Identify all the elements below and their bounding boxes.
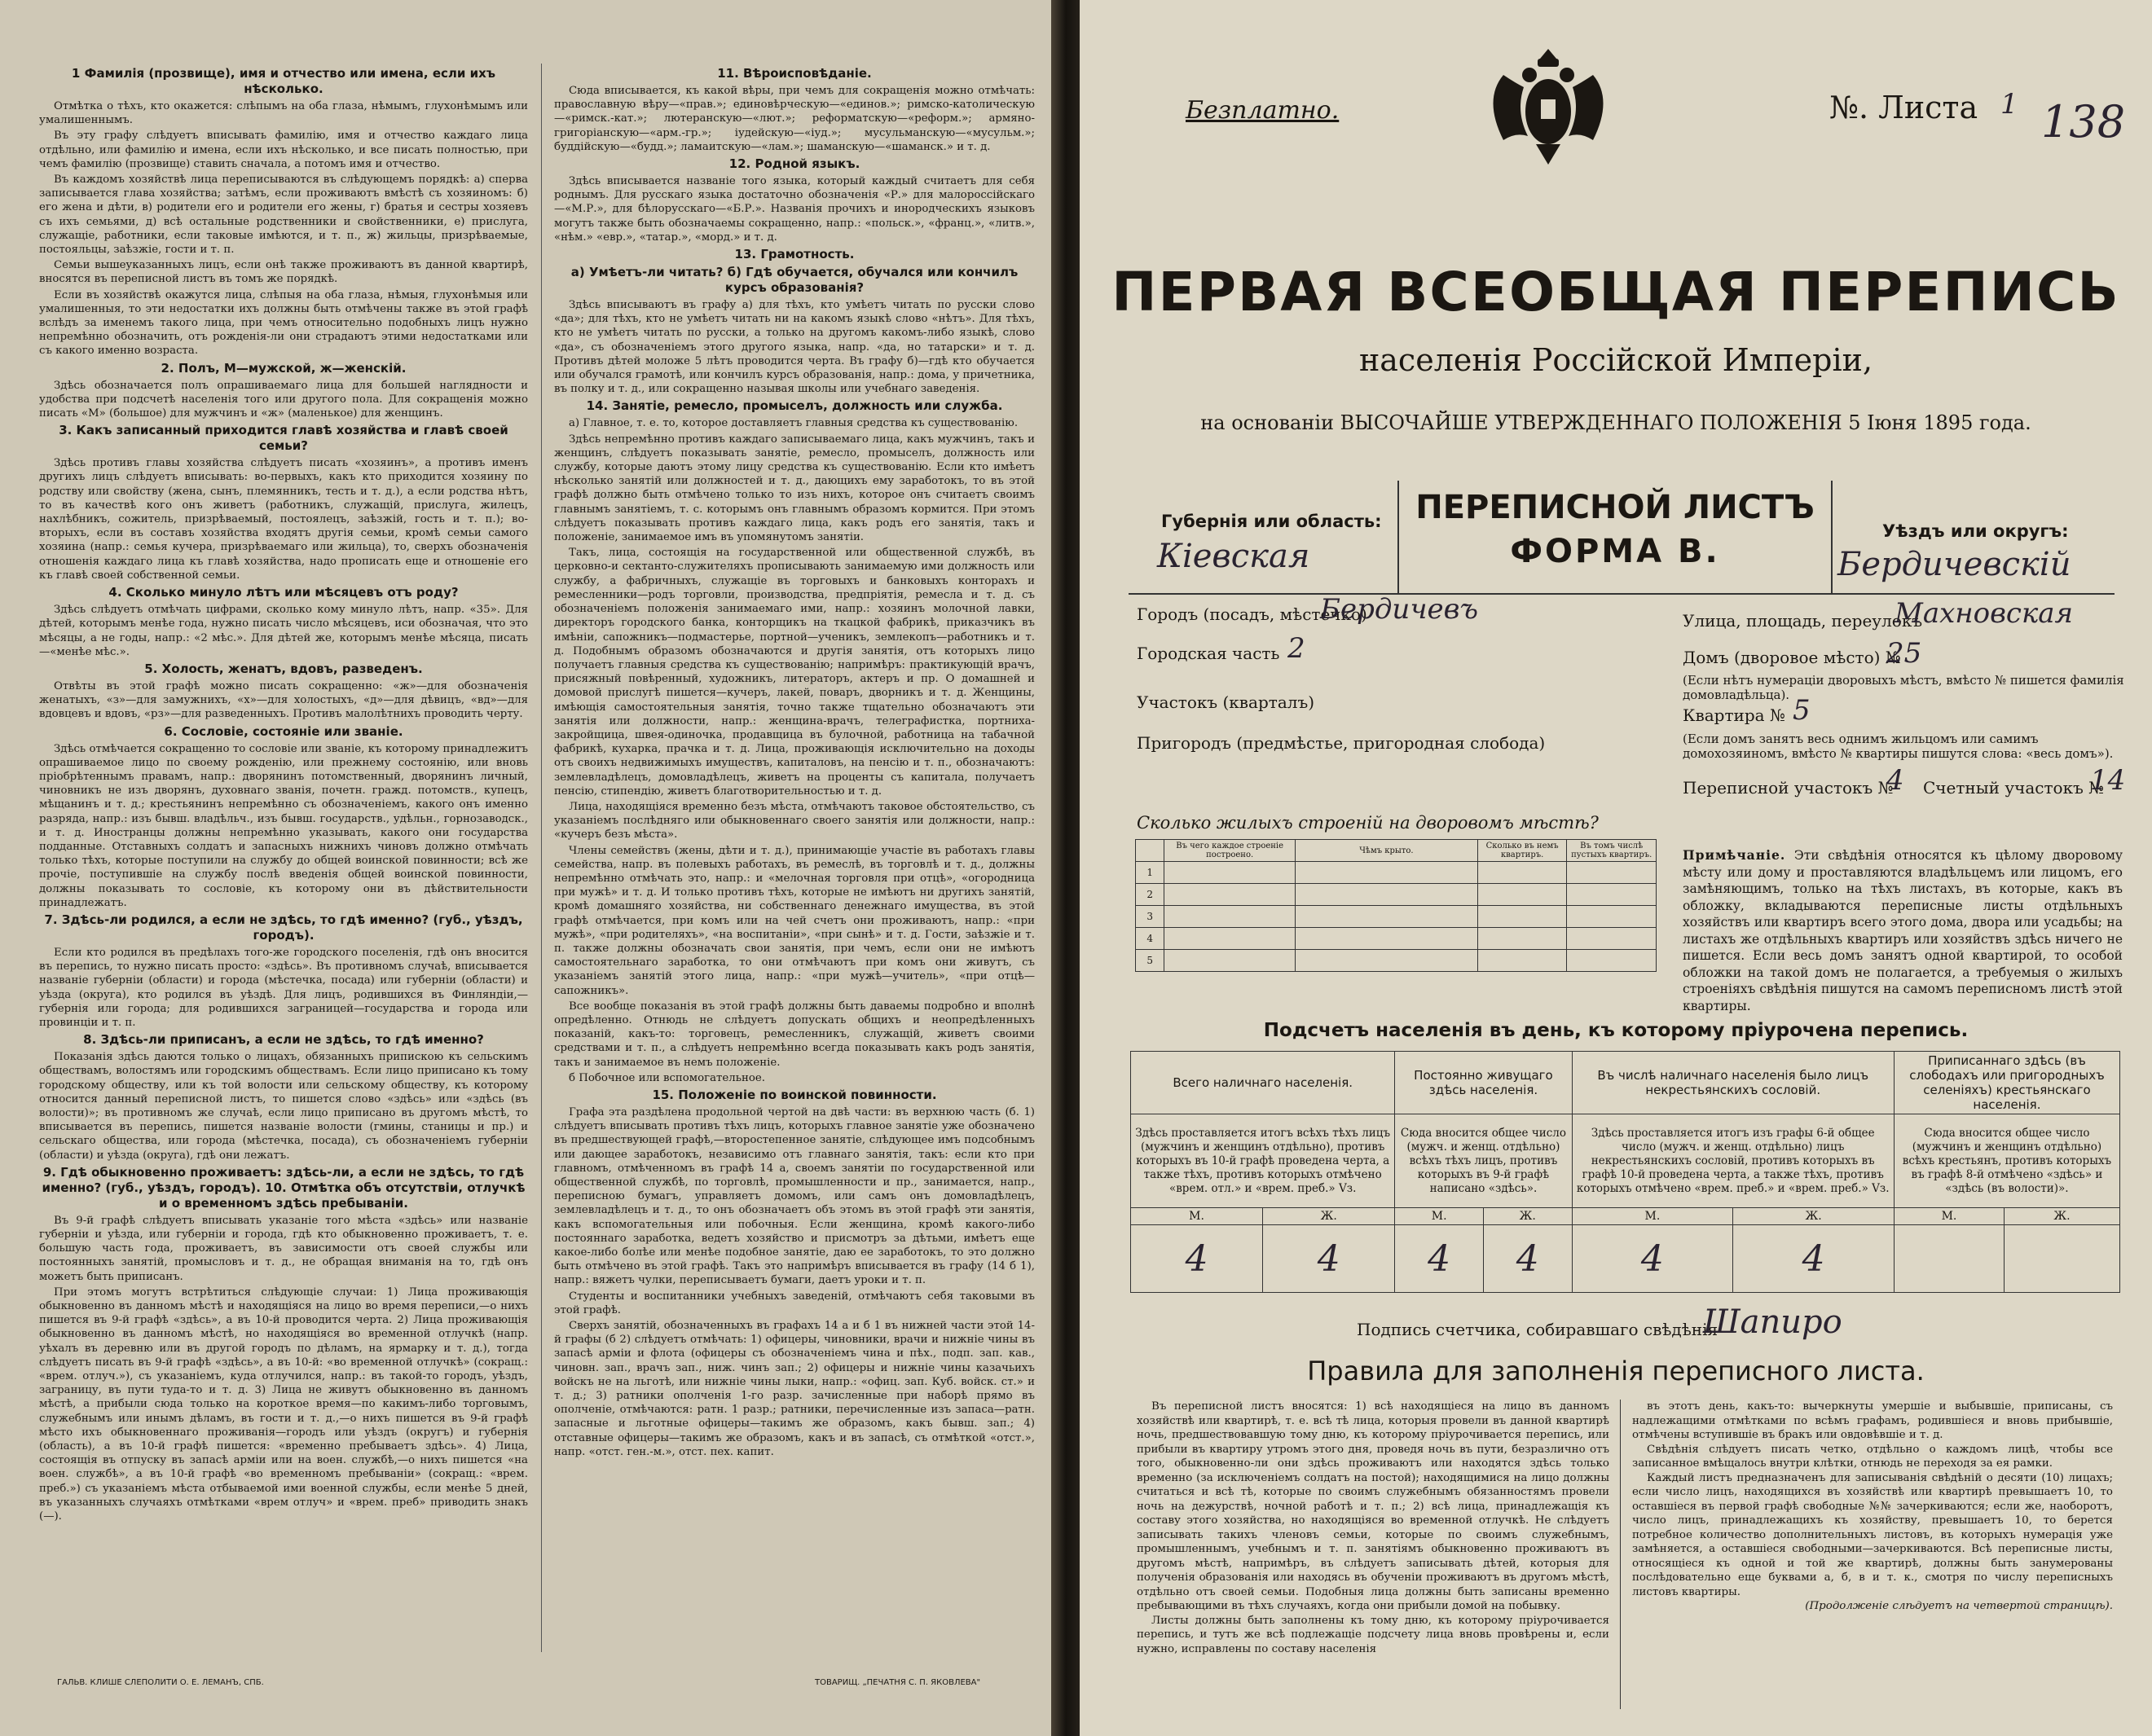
instruction-paragraph: При этомъ могутъ встрѣтиться слѣдующіе случаи: 1) Лица проживающія обыкновенно въ данномъ мѣстѣ и находящіяся на лицо во время переписи,—о нихъ пишется въ 9-й графѣ «здѣсь», а въ 10-й проводится черта. 2) Лица проживающія обыкновенно въ данномъ мѣстѣ, но находящіяся во временной отлучкѣ (напр. уѣхалъ въ деревню или въ другой городъ по дѣламъ, на ярмарку и т. д.), тогда слѣдуетъ писать въ 9-й графѣ «здѣсь», а въ 10-й: «во временной отлучкѣ» (сокращ.: «врем. отлуч.»), съ указаніемъ, куда отлучился, напр.: въ такой-то городъ, уѣздъ, заграницу, въ пути туда-то и т. д. 3) Лица не живутъ обыкновенно въ данномъ мѣстѣ, а прибыли сюда только на короткое время—по какимъ-либо торговымъ, служебнымъ или инымъ дѣламъ, въ гости и т. д.,—о нихъ пишется въ 9-й графѣ мѣсто ихъ обыкновеннаго проживанія—городъ или уѣздъ (округъ) и губернія (область), а въ 10-й графѣ пишется: «временно пребываетъ здѣсь». 4) Лица, состоящія въ отпуску въ запасѣ арміи или на воен. службѣ,—о нихъ пишется «на воен. службѣ», а въ 10-й графѣ «во временномъ пребываніи» (сокращ.: «врем. преб.») съ указаніемъ мѣста отбываемой ими военной службы, если менѣе 5 дней, въ указанныхъ случаяхъ отмѣтками «врем отлуч» и «врем. преб» приводить знакъ (—). xyxy=(39,1286,528,1523)
section-heading: 2. Полъ, М—мужской, ж—женскій. xyxy=(161,360,407,376)
table-row xyxy=(1136,862,1657,884)
section-heading: 12. Родной языкъ. xyxy=(728,156,860,172)
table-cell xyxy=(1567,862,1657,884)
female-count: 4 xyxy=(1733,1225,1895,1293)
table-cell xyxy=(1164,906,1296,928)
table-row xyxy=(1131,1208,2120,1225)
table-row xyxy=(1131,1225,2120,1293)
city-part-value: 2 xyxy=(1287,632,1305,665)
instruction-paragraph: Отмѣтка о тѣхъ, кто окажется: слѣпымъ на оба глаза, нѣмымъ, глухонѣмымъ или умалишеннымъ. xyxy=(39,100,528,127)
district-value: Бердичевскій xyxy=(1837,546,2071,583)
instruction-paragraph: Если кто родился въ предѣлахъ того-же городского поселенія, гдѣ онъ вносится въ перепись, то нужно писать просто: «здѣсь». Въ противномъ случаѣ, вписывается названіе губерніи (области) и города (мѣстечка, посада) или губерніи (области) и уѣзда (округа), кто родился въ уѣздѣ. Для лицъ, родившихся въ Финляндіи,—губернія или города; для родившихся заграницей—государства и города или провинціи и т. п. xyxy=(39,946,528,1029)
buildings-column-header: Въ томъ числѣ пустыхъ квартиръ. xyxy=(1567,840,1657,862)
instruction-paragraph: Здѣсь непремѣнно противъ каждаго записываемаго лица, какъ мужчинъ, такъ и женщинъ, слѣдуетъ показывать занятіе, ремесло, промыселъ, должность или службу, которые даютъ этому лицу средства къ существованію. Если кто имѣетъ нѣсколько занятій или должностей и т. д., дающихъ ему заработокъ, то въ этой графѣ должно быть отмѣчено только то изъ нихъ, которое онъ считаетъ своимъ главнымъ занятіемъ, т. с. которымъ онъ главнымъ образомъ кормится. При этомъ слѣдуетъ показывать противъ каждаго лица, какъ родъ его занятія, такъ и положеніе, занимаемое имъ въ упомянутомъ занятіи. xyxy=(554,433,1035,544)
table-cell xyxy=(1477,906,1567,928)
row-number: 2 xyxy=(1136,884,1164,906)
male-count: 4 xyxy=(1572,1225,1733,1293)
header-rule xyxy=(1129,593,2115,595)
instruction-paragraph: Графа эта раздѣлена продольной чертой на двѣ части: въ верхнюю часть (б. 1) слѣдуетъ вписывать противъ тѣхъ лицъ, которыхъ главное занятіе уже обозначено въ предшествующей графѣ,—второстепенное занятіе, слѣдующее имъ подсобнымъ или дающее заработокъ, независимо отъ главнаго занятія, такъ: если кто при главномъ, отмѣченномъ въ графѣ 14 а, своемъ занятіи по государственной или общественной службѣ, по торговлѣ, промышленности и пр., занимается, напр., переписною бумагъ, управляетъ домомъ, или самъ онъ домовладѣлецъ, землевладѣлецъ и т. д., то онъ обозначаетъ объ этомъ въ этой графѣ эти занятія, какъ вспомогательныя или побочныя. Если женщина, кромѣ какого-либо постояннаго заработка, ведетъ хозяйство и присмотръ за дѣтьми, имѣетъ еще какое-либо болѣе или менѣе подобное занятіе, даю ее заработокъ, то это должно быть отмѣчено въ этой графѣ. Такъ это напримѣръ вписывается въ графу (14 б 1), напр.: вяжетъ чулки, переписываетъ бумаги, даетъ уроки и т. п. xyxy=(554,1106,1035,1287)
instruction-paragraph: Въ эту графу слѣдуетъ вписывать фамилію, имя и отчество каждаго лица отдѣльно, или фамилію и имена, если ихъ нѣсколько, и все писать полностью, при чемъ фамилію (прозвище) ставить сначала, а потомъ имя и отчество. xyxy=(39,130,528,170)
section-heading: 3. Какъ записанный приходится главѣ хозяйства и главѣ своей семьи? xyxy=(59,423,508,454)
page-gutter xyxy=(1051,0,1084,1736)
tally-column-description: Сюда вносится общее число (мужч. и женщ. отдѣльно) всѣхъ тѣхъ лицъ, противъ которыхъ въ 9-й графѣ написано «здѣсь». xyxy=(1395,1114,1572,1208)
table-cell xyxy=(1164,950,1296,972)
instruction-paragraph: Семьи вышеуказанныхъ лицъ, если онѣ также проживаютъ въ данной квартирѣ, вносятся въ переписной листъ въ томъ же порядкѣ. xyxy=(39,259,528,286)
table-cell xyxy=(1567,950,1657,972)
section-heading: 11. Вѣроисповѣданіе. xyxy=(717,66,872,81)
female-label: Ж. xyxy=(2005,1208,2120,1225)
instruction-paragraph: Здѣсь противъ главы хозяйства слѣдуетъ писать «хозяинъ», а противъ именъ другихъ лицъ слѣдуетъ вписывать: во-первыхъ, какъ кто приходится хозяину по родству или свойству (жена, сынъ, племянникъ, тесть и т. д.), а если родства нѣтъ, то въ качествѣ кого онъ живетъ (работникъ, служащій, прислуга, жилецъ, нахлѣбникъ, сожитель, призрѣваемый, постоялецъ, заѣзжій, гость и т. п.); во-вторыхъ, если въ составъ хозяйства входятъ другія семьи, кромѣ семьи самого хозяина (напр.: семья кучера, призрѣваемаго или жильца), то, сверхъ обозначенія отношенія каждаго лица къ главѣ хозяйства, надо прописать еще и отношеніе его къ главѣ своей собственной семьи. xyxy=(39,457,528,582)
sheet-number-label: №. Листа xyxy=(1829,90,1978,125)
section-heading: 1 Фамилія (прозвище), имя и отчество или имена, если ихъ нѣсколько. xyxy=(71,66,496,96)
section-heading: 7. Здѣсь-ли родился, а если не здѣсь, то гдѣ именно? (губ., уѣздъ, городъ). xyxy=(44,912,523,943)
instruction-paragraph: Здѣсь вписывается названіе того языка, который каждый считаетъ для себя роднымъ. Для русскаго языка достаточно обозначенія «Р.» для малороссійскаго—«М.Р.», для бѣлорусскаго—«Б.Р.». Названія прочихъ и инородческихъ языковъ могутъ также быть обозначаемы сокращенно, напр.: «польск.», «франц.», «литв.», «нѣм.» «евр.», «татар.», «морд.» и т. д. xyxy=(554,175,1035,244)
instruction-paragraph: б Побочное или вспомогательное. xyxy=(569,1071,765,1084)
table-cell xyxy=(1295,950,1477,972)
male-label: М. xyxy=(1572,1208,1733,1225)
male-count xyxy=(1894,1225,2004,1293)
table-row xyxy=(1136,906,1657,928)
census-subtitle: населенія Россійской Имперіи, xyxy=(1358,342,1873,378)
table-cell xyxy=(1164,884,1296,906)
row-number-header xyxy=(1136,840,1164,862)
street-label: Улица, площадь, переулокъ xyxy=(1683,611,1923,631)
rules-title: Правила для заполненія переписного листа. xyxy=(1307,1356,1925,1387)
male-count: 4 xyxy=(1395,1225,1484,1293)
city-part-label: Городская часть xyxy=(1137,644,1280,663)
right-page xyxy=(1080,0,2152,1736)
table-cell xyxy=(1477,884,1567,906)
tally-column-header: Въ числѣ наличнаго населенія было лицъ некрестьянскихъ сословій. xyxy=(1572,1052,1894,1114)
census-title: ПЕРВАЯ ВСЕОБЩАЯ ПЕРЕПИСЬ xyxy=(1111,261,2120,323)
instruction-paragraph: а) Главное, т. е. то, которое доставляетъ главныя средства къ существованію. xyxy=(569,417,1019,430)
city-label: Городъ (посадъ, мѣстечко) xyxy=(1137,604,1367,624)
section-heading: 8. Здѣсь-ли приписанъ, а если не здѣсь, то гдѣ именно? xyxy=(83,1032,484,1048)
section-heading: 6. Сословіе, состояніе или званіе. xyxy=(164,723,403,739)
table-row xyxy=(1131,1052,2120,1114)
note-title: Примѣчаніе. xyxy=(1683,847,1786,863)
section-heading: 15. Положеніе по воинской повинности. xyxy=(652,1088,937,1102)
table-cell xyxy=(1567,928,1657,950)
row-number: 4 xyxy=(1136,928,1164,950)
table-cell xyxy=(1295,862,1477,884)
instruction-paragraph: Сюда вписывается, къ какой вѣры, при чемъ для сокращенія можно отмѣчать: православную вѣру—«прав.»; единовѣрческую—«единов.»; римско-католическую—«римск.-кат.»; лютеранскую—«лют.»; реформатскую—«реформ.»; армяно-григоріанскую—«арм.-гр.»; іудейскую—«іуд.»; мусульманскую—«мусульм.»; буддійскую—«будд.»; ламаитскую—«лам.»; шаманскую—«шаманск.» и т. д. xyxy=(554,85,1035,153)
free-label: Безплатно. xyxy=(1186,96,1340,125)
male-label: М. xyxy=(1131,1208,1263,1225)
instruction-paragraph: Въ 9-й графѣ слѣдуетъ вписывать указаніе того мѣста «здѣсь» или названіе губерніи и уѣзда, или губерніи и города, гдѣ кто обыкновенно проживаетъ, т. е. большую часть года, проживаетъ, въ зависимости отъ своей службы или постоянныхъ занятій, промысловъ и т. д., не обращая вниманія на то, гдѣ онъ можетъ быть приписанъ. xyxy=(39,1214,528,1283)
apartment-value: 5 xyxy=(1793,694,1811,727)
plot-label: Участокъ (кварталъ) xyxy=(1137,692,1314,712)
apartment-note: (Если домъ занятъ весь однимъ жильцомъ или самимъ домохозяиномъ, вмѣсто № квартиры пишутся слова: «весь домъ»). xyxy=(1683,732,2114,761)
instruction-paragraph: Здѣсь слѣдуетъ отмѣчать цифрами, сколько кому минуло лѣтъ, напр. «35». Для дѣтей, которымъ менѣе года, нужно писать число мѣсяцевъ, иси обозначая, что это мѣсяцы, а не годы, напр.: «2 мѣс.». Для дѣтей же, которымъ менѣе мѣсяца, писать—«менѣе мѣс.». xyxy=(39,604,528,658)
count-plot-value: 14 xyxy=(2090,764,2126,797)
province-label: Губернія или область: xyxy=(1161,512,1382,531)
table-cell xyxy=(1477,928,1567,950)
buildings-heading: Сколько жилыхъ строеній на дворовомъ мѣстѣ? xyxy=(1137,813,1599,833)
left-page xyxy=(0,0,1059,1736)
instruction-paragraph: Показанія здѣсь даются только о лицахъ, обязанныхъ припискою къ сельскимъ обществамъ, волостямъ или городскимъ обществамъ. Если лицо приписано къ тому городскому обществу, или къ той волости или сельскому обществу, къ которому относится данный переписной листъ, то пишется слово «здѣсь» или «здѣсь (въ волости)»; въ противномъ же случаѣ, если лицо приписано въ другомъ мѣстѣ, то вписывается въ перепись, пишется названіе волости (гмины, станицы и пр.) и сельскаго общества, или города (мѣстечка, посада), съ обозначеніемъ губерніи (области) и уѣзда (округа), гдѣ они лежатъ. xyxy=(39,1051,528,1162)
rules-paragraph: Свѣдѣнія слѣдуетъ писать четко, отдѣльно о каждомъ лицѣ, чтобы все записанное вмѣщалось внутри клѣтки, отнюдь не переходя за ея рамки. xyxy=(1632,1443,2113,1470)
table-row xyxy=(1136,928,1657,950)
rules-paragraph: въ этотъ день, какъ-то: вычеркнуты умершіе и выбывшіе, приписаны, съ надлежащими отмѣтками по всѣмъ графамъ, родившіеся и вновь прибывшіе, отмѣчены вступившіе въ бракъ или овдовѣвшіе и т. д. xyxy=(1632,1400,2113,1441)
suburb-label: Пригородъ (предмѣстье, пригородная слобода) xyxy=(1137,733,1546,753)
table-cell xyxy=(1477,862,1567,884)
instruction-paragraph: Здѣсь вписываютъ въ графу а) для тѣхъ, кто умѣетъ читать по русски слово «да»; для тѣхъ, кто не умѣетъ читать ни на какомъ языкѣ слово «нѣтъ». Для тѣхъ, кто не умѣетъ читать по русски, а только на другомъ какомъ-либо языкѣ, слово «да», съ обозначеніемъ этого другого языка, напр. «да, но татарски» и т. д. Противъ дѣтей моложе 5 лѣтъ проводится черта. Въ графу б)—гдѣ кто обучается или обучался грамотѣ, или кончилъ курсъ образованія, напр.: дома, у причетника, въ полку и т. д., или сокращенно называя школы или учебнаго заведенія. xyxy=(554,299,1035,396)
apartment-label: Квартира № xyxy=(1683,705,1785,725)
house-note: (Если нѣтъ нумераціи дворовыхъ мѣстъ, вмѣсто № пишется фамилія домовладѣльца). xyxy=(1683,673,2124,702)
province-value: Кіевская xyxy=(1157,538,1310,575)
table-row xyxy=(1136,884,1657,906)
section-heading: 13. Грамотность. xyxy=(734,247,855,262)
rules-continuation: (Продолженіе слѣдуетъ на четвертой страницѣ). xyxy=(1805,1600,2113,1612)
table-cell xyxy=(1164,862,1296,884)
street-value: Махновская xyxy=(1895,597,2074,630)
buildings-table xyxy=(1135,839,1657,972)
rules-divider xyxy=(1620,1400,1621,1709)
census-plot-value: 4 xyxy=(1886,764,1904,797)
tally-column-header: Приписаннаго здѣсь (въ слободахъ или пригородныхъ селеніяхъ) крестьянскаго населенія. xyxy=(1894,1052,2119,1114)
female-label: Ж. xyxy=(1263,1208,1395,1225)
male-label: М. xyxy=(1395,1208,1484,1225)
table-row xyxy=(1136,950,1657,972)
count-plot-label: Счетный участокъ № xyxy=(1923,778,2105,798)
instruction-paragraph: Въ каждомъ хозяйствѣ лица переписываются въ слѣдующемъ порядкѣ: а) сперва записывается глава хозяйства; затѣмъ, если проживаютъ вмѣстѣ съ хозяиномъ: б) его жена и дѣти, в) родители его и родители его жены, г) братья и сестры хозяевъ съ ихъ семьями, д) всѣ остальные родственники и свойственники, е) прислуга, служащіе, работники, если таковые имѣются, и т. п., ж) жильцы, призрѣваемые, постояльцы, заѣзжіе, гости и т. п. xyxy=(39,174,528,257)
section-heading: 5. Холость, женатъ, вдовъ, разведенъ. xyxy=(144,661,423,676)
section-heading: 14. Занятіе, ремесло, промыселъ, должность или служба. xyxy=(586,398,1003,414)
buildings-column-header: Чѣмъ крыто. xyxy=(1295,840,1477,862)
instruction-paragraph: Студенты и воспитанники учебныхъ заведеній, отмѣчаютъ себя таковыми въ этой графѣ. xyxy=(554,1290,1035,1316)
left-column-1 xyxy=(39,64,528,1525)
row-number: 5 xyxy=(1136,950,1164,972)
signature-value: Шапиро xyxy=(1703,1303,1842,1341)
female-count: 4 xyxy=(1483,1225,1572,1293)
section-heading: 9. Гдѣ обыкновенно проживаетъ: здѣсь-ли, а если не здѣсь, то гдѣ именно? (губ., уѣздъ, городъ). 10. Отмѣтка объ отсутствіи, отлучкѣ и о временномъ здѣсь пребываніи. xyxy=(42,1164,526,1211)
form-title-box xyxy=(1397,481,1833,595)
tally-column-description: Здѣсь проставляется итогъ изъ графы 6-й общее число (мужч. и женщ. отдѣльно) лицъ некрестьянскихъ сословій, противъ которыхъ въ графѣ 10-й проведена черта, а также тѣхъ, противъ которыхъ отмѣчено «врем. преб.» и «врем. преб.» Vз. xyxy=(1572,1114,1894,1208)
house-value: 25 xyxy=(1886,637,1922,670)
tally-column-header: Постоянно живущаго здѣсь населенія. xyxy=(1395,1052,1572,1114)
instruction-paragraph: Все вообще показанія въ этой графѣ должны быть даваемы подробно и вполнѣ опредѣленно. Отнюдь не слѣдуетъ допускать общихъ и неопредѣленныхъ показаній, какъ-то: торговецъ, ремесленникъ, служащій, живетъ своими средствами и т. п., а слѣдуетъ непремѣнно всегда показывать какъ родъ занятія, такъ и занимаемое въ немъ положеніе. xyxy=(554,1000,1035,1069)
city-value: Бердичевъ xyxy=(1320,593,1479,626)
instruction-paragraph: Лица, находящіяся временно безъ мѣста, отмѣчаютъ таковое обстоятельство, съ указаніемъ послѣдняго или обыкновеннаго своего занятія или должности, напр.: «кучеръ безъ мѣста». xyxy=(554,800,1035,842)
rules-paragraph: Въ переписной листъ вносятся: 1) всѣ находящіеся на лицо въ данномъ хозяйствѣ или квартирѣ, т. е. всѣ тѣ лица, которыя провели въ данной квартирѣ ночь, предшествовавшую тому дню, къ которому пріурочивается перепись, или прибыли въ квартиру утромъ этого дня, проведя ночь въ пути, безразлично отъ того, обыкновенно-ли они здѣсь проживаютъ или находятся здѣсь только временно (за исключеніемъ солдатъ на постой); находящимися на лицо должны считаться и всѣ тѣ, которые по своимъ служебнымъ обязанностямъ провели ночь на дежурствѣ, ночной работѣ и т. п.; 2) всѣ лица, принадлежащія къ составу этого хозяйства, но находящіяся во временной отлучкѣ. Не слѣдуетъ записывать такихъ членовъ семьи, которые по своимъ служебнымъ, промышленнымъ, учебнымъ и т. п. занятіямъ обыкновенно проживаютъ въ другомъ мѣстѣ, напримѣръ, въ слѣдуетъ записывать дѣтей, которыя для полученія образованія или находясь въ обученіи проживаютъ въ другомъ мѣстѣ, отдѣльно отъ своей семьи. Подобныя лица должны быть записаны временно пребывающими въ тѣхъ случаяхъ, когда они прибыли домой на побывку. xyxy=(1137,1400,1609,1612)
district-label: Уѣздъ или округъ: xyxy=(1882,521,2069,541)
row-number: 1 xyxy=(1136,862,1164,884)
tally-column-description: Сюда вносится общее число (мужчинъ и женщинъ отдѣльно) всѣхъ крестьянъ, противъ которыхъ въ графѣ 8-й отмѣчено «здѣсь» и «здѣсь (въ волости)». xyxy=(1894,1114,2119,1208)
census-basis: на основаніи ВЫСОЧАЙШЕ УТВЕРЖДЕННАГО ПОЛОЖЕНІЯ 5 Іюня 1895 года. xyxy=(1200,411,2031,434)
row-number: 3 xyxy=(1136,906,1164,928)
buildings-column-header: Сколько въ немъ квартиръ. xyxy=(1477,840,1567,862)
section-heading: 4. Сколько минуло лѣтъ или мѣсяцевъ отъ роду? xyxy=(108,585,459,600)
note-text: Эти свѣдѣнія относятся къ цѣлому дворовому мѣсту или дому и проставляются владѣльцемъ или лицомъ, его замѣняющимъ, только на тѣхъ листахъ, въ которые, какъ въ обложку, вкладываются переписные листы отдѣльныхъ хозяйствъ или квартиръ всего этого дома, двора или усадьбы; на листахъ же отдѣльныхъ квартиръ или хозяйствъ здѣсь ничего не пишется. Если весь домъ занятъ одной квартирой, то особой обложки на такой домъ не полагается, а требуемыя о жилыхъ строеніяхъ свѣдѣнія пишутся на самомъ переписномъ листѣ этой квартиры. xyxy=(1683,848,2123,1013)
table-cell xyxy=(1295,928,1477,950)
female-count xyxy=(2005,1225,2120,1293)
imperial-eagle-crest-icon xyxy=(1479,42,1617,173)
table-cell xyxy=(1477,950,1567,972)
female-count: 4 xyxy=(1263,1225,1395,1293)
signature-label: Подпись счетчика, собиравшаго свѣдѣнія xyxy=(1357,1320,1719,1339)
rules-paragraph: Каждый листъ предназначенъ для записыванія свѣдѣній о десяти (10) лицахъ; если число лицъ, находящихся въ хозяйствѣ или квартирѣ превышаетъ 10, то оставшіеся въ первой графѣ свободные №№ зачеркиваются; если же, наоборотъ, число лицъ, принадлежащихъ къ хозяйству, превышаетъ 10, то берется потребное количество дополнительныхъ листовъ, въ которыхъ нумерація уже замѣняется, а оставшіеся свободными—зачеркиваются. Всѣ переписные листы, относящіеся къ одной и той же квартирѣ, должны быть занумерованы послѣдовательно еще буквами а, б, в и т. к., смотря по числу переписныхъ листовъ квартиры. xyxy=(1632,1471,2113,1598)
table-cell xyxy=(1567,884,1657,906)
male-label: М. xyxy=(1894,1208,2004,1225)
instruction-paragraph: Здѣсь отмѣчается сокращенно то сословіе или званіе, къ которому принадлежитъ опрашиваемое лицо по своему рожденію, или прежнему состоянію, или вновь пріобрѣтеннымъ правамъ, напр.: дворянинъ потомственный, дворянинъ личный, чиновникъ не изъ дворянъ, духовнаго званія, почетн. гражд. потомств., купецъ, мѣщанинъ и т. д.; крестьянинъ непремѣнно съ обозначеніемъ, какого онъ именно разряда, напр.: изъ бывш. владѣльч., изъ бывш. государств., удѣльн., горнозаводск., и т. д. Иностранцы должны непремѣнно указывать, какого они государства подданные. Отставныхъ солдатъ и запасныхъ нижнихъ чиновъ должно отмѣчать только тѣхъ, которые поступили на службу до общей воинской повинности; всѣ же прочіе, поступившіе на службу послѣ введенія общей воинской повинности, должны показывать то сословіе, къ которому они въ дѣйствительности принадлежатъ. xyxy=(39,742,528,909)
table-row xyxy=(1131,1114,2120,1208)
form-title: ПЕРЕПИСНОЙ ЛИСТЪ xyxy=(1415,489,1815,526)
female-label: Ж. xyxy=(1483,1208,1572,1225)
table-cell xyxy=(1164,928,1296,950)
rules-column-1 xyxy=(1137,1400,1609,1656)
instruction-paragraph: Члены семействъ (жены, дѣти и т. д.), принимающіе участіе въ работахъ главы семейства, напр. въ полевыхъ работахъ, въ ремеслѣ, въ торговлѣ и т. д., должны непремѣнно отмѣчать это, напр.: и «мелочная торговля при отцѣ», «огородница при мужѣ» и т. д. И только противъ тѣхъ, которые не имѣютъ ни другихъ занятій, кромѣ домашняго хозяйства, ни собственнаго денежнаго имущества, въ этой графѣ отмѣчается, при комъ или на чей счетъ они проживаютъ, напр.: «при мужѣ», «при родителяхъ», «на воспитаніи», «при сынѣ» и т. д. Гости, заѣзжіе и т. п. также должны обозначать свои занятія, при чемъ, если они не имѣютъ самостоятельнаго заработка, то они отмѣчаютъ при комъ они живутъ, съ указаніемъ занятій этого лица, напр.: «при мужѣ—учитель», «при отцѣ—сапожникъ». xyxy=(554,844,1035,997)
buildings-column-header: Въ чего каждое строеніе построено. xyxy=(1164,840,1296,862)
male-count: 4 xyxy=(1131,1225,1263,1293)
instruction-paragraph: Сверхъ занятій, обозначенныхъ въ графахъ 14 а и б 1 въ нижней части этой 14-й графы (б 2) слѣдуетъ отмѣчать: 1) офицеры, чиновники, врачи и нижніе чины въ запасѣ арміи и флота (офицеры съ обозначеніемъ чина и пѣх., подп. зап. кав., чиновн. зап., врачъ зап., ниж. чинъ зап.; 2) офицеры и нижніе чины казачьихъ войскъ не на льготѣ, или нижніе чины лыки, напр.: «офиц. зап. Куб. войск. ст.» и т. д.; 3) ратники ополченія 1-го разр. зачисленные при наборѣ прямо въ ополченіе, отмѣчаются: ратн. 1 разр.; ратники, перечисленные изъ запаса—ратн. запасные и льготные офицеры—такимъ же образомъ, какъ бывш. зап.; 4) отставные офицеры—такимъ же образомъ, какъ и въ запасѣ, съ отмѣткой «отст.», напр. «отст. ген.-м.», отст. пех. капит. xyxy=(554,1320,1035,1458)
rules-paragraph: Листы должны быть заполнены къ тому дню, къ которому пріурочивается перепись, и тутъ же всѣ подлежащіе подсчету лица вновь провѣрены и, если нужно, исправлены по составу населенія xyxy=(1137,1614,1609,1655)
archive-number: 138 xyxy=(2041,96,2126,147)
sheet-number-value: 1 xyxy=(2000,88,2018,121)
table-cell xyxy=(1295,906,1477,928)
instruction-paragraph: Отвѣты въ этой графѣ можно писать сокращенно: «ж»—для обозначенія женатыхъ, «з»—для замужнихъ, «х»—для холостыхъ, «д»—для дѣвицъ, «вд»—для вдовцевъ и вдовъ, «рз»—для разведенныхъ. Противъ малолѣтнихъ проводить черту. xyxy=(39,679,528,721)
form-subtitle: ФОРМА В. xyxy=(1510,533,1720,570)
tally-heading: Подсчетъ населенія въ день, къ которому пріурочена перепись. xyxy=(1263,1020,1969,1041)
instruction-paragraph: Здѣсь обозначается полъ опрашиваемаго лица для большей наглядности и удобства при подсчетѣ населенія того или другого пола. Для сокращенія можно писать «М» (большое) для мужчинъ и «ж» (маленькое) для женщинъ. xyxy=(39,379,528,420)
female-label: Ж. xyxy=(1733,1208,1895,1225)
population-tally-table xyxy=(1130,1051,2120,1293)
census-plot-label: Переписной участокъ № xyxy=(1683,778,1894,798)
instruction-paragraph: Такъ, лица, состоящія на государственной или общественной службѣ, въ церковно-и сектанто-служителяхъ прописывають занимаемую ими должность или службу, а фабричныхъ, служащіе въ торговыхъ и банковыхъ конторахъ и ремесленники—родъ торговли, производства, предпріятія, ремесла и т. д. съ обозначеніемъ положенія занимаемаго ими, напр.: хозяинъ молочной лавки, директоръ городского банка, конторщикъ на ткацкой фабрикѣ, приказчикъ въ имѣніи, сапожникъ—подмастерье, портной—ученикъ, землекопъ—работникъ и т. д. Подобнымъ образомъ обозначаются и другія занятія, отъ которыхъ лицо получаетъ главныя средства къ существованію; напримѣръ: практикующій врачъ, присяжный повѣренный, художникъ, литераторъ, актеръ и пр. О домашней и домовой прислугѣ пишется—кучеръ, лакей, поваръ, дворникъ и т. д. Женщины, имѣющія самостоятельныя занятія, точно также тщательно обозначаютъ эти занятія или должности, напр.: женщина-врачъ, телеграфистка, портниха-закройщица, швея-одиночка, продавщица въ булочной, работница на табачной фабрикѣ, кухарка, прачка и т. д. Лица, проживающія исключительно на доходы отъ своихъ недвижимыхъ имуществъ, капиталовъ, на пенсію и т. п., обозначаютъ: землевладѣлецъ, домовладѣлецъ, живетъ на проценты съ капитала, получаетъ пенсію, стипендію, живетъ благотворительностью и т. д. xyxy=(554,547,1035,798)
left-column-2 xyxy=(554,64,1035,1461)
note-block xyxy=(1683,847,2123,1014)
column-divider xyxy=(541,64,542,1652)
rules-column-2 xyxy=(1632,1400,2113,1614)
table-cell xyxy=(1567,906,1657,928)
left-footer-imprint: ГАЛЬВ. КЛИШЕ СЛЕПОЛИТИ О. Е. ЛЕМАНЪ, СПБ. xyxy=(57,1678,264,1687)
house-label: Домъ (дворовое мѣсто) № xyxy=(1683,648,1901,667)
right-footer-imprint: ТОВАРИЩ. „ПЕЧАТНЯ С. П. ЯКОВЛЕВА" xyxy=(815,1678,981,1687)
table-cell xyxy=(1295,884,1477,906)
tally-column-header: Всего наличнаго населенія. xyxy=(1131,1052,1395,1114)
tally-column-description: Здѣсь проставляется итогъ всѣхъ тѣхъ лицъ (мужчинъ и женщинъ отдѣльно), противъ которыхъ въ 10-й графѣ проведена черта, а также тѣхъ, противъ которыхъ отмѣчено «врем. отл.» и «врем. преб.» Vз. xyxy=(1131,1114,1395,1208)
section-heading: а) Умѣетъ-ли читать? б) Гдѣ обучается, обучался или кончилъ курсъ образованія? xyxy=(570,265,1019,296)
instruction-paragraph: Если въ хозяйствѣ окажутся лица, слѣпыя на оба глаза, нѣмыя, глухонѣмыя или умалишенныя, то эти недостатки ихъ должны быть отмѣчены также въ этой графѣ вслѣдъ за именемъ такого лица, при чемъ относительно подобныхъ лицъ нужно непремѣнно обозначить, отъ рожденія-ли они страдаютъ этими недостатками или съ какого именно возраста. xyxy=(39,288,528,358)
